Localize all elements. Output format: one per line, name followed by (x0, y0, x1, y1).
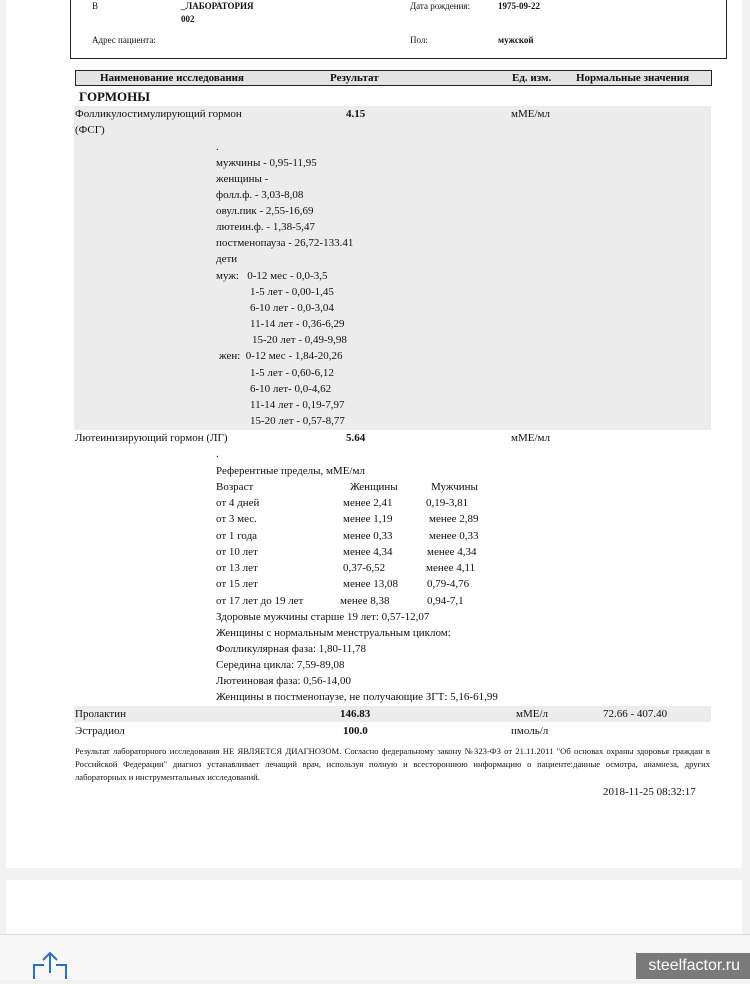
header-col1-label: В (92, 1, 99, 11)
lh-ref-age: от 17 лет до 19 лет (216, 595, 304, 607)
col-norm-header: Нормальные значения (576, 72, 690, 84)
prolactin-result: 146.83 (340, 708, 371, 720)
lh-ref-men: 0,79-4,76 (427, 578, 470, 590)
lh-ref-age: от 4 дней (216, 497, 260, 509)
fsh-row-shade (74, 106, 711, 430)
disclaimer-text: Результат лабораторного исследования НЕ ЯВЛЯЕТСЯ ДИАГНОЗОМ. Согласно федеральному закону №323-ФЗ от 21.11.2011 "Об основах охраны здоровья граждан в Российской Федерации" диагноз устанавливает лечащий врач, используя полную и всестороннюю информацию о пациенте:данные осмотра, анамнеза, других лабораторных и инструментальных исследований. (75, 746, 710, 782)
estradiol-name: Эстрадиол (75, 725, 125, 737)
fsh-ref-line: 1-5 лет - 0,60-6,12 (250, 367, 334, 379)
fsh-ref-line: 15-20 лет - 0,49-9,98 (252, 334, 347, 346)
fsh-ref-line: 1-5 лет - 0,00-1,45 (250, 286, 334, 298)
lh-ref-tail: Середина цикла: 7,59-89,08 (216, 659, 345, 671)
fsh-name-line1: Фолликулостимулирующий гормон (75, 108, 242, 120)
fsh-ref-line: овул.пик - 2,55-16,69 (216, 205, 314, 217)
address-label: Адрес пациента: (92, 35, 156, 45)
lh-ref-age: от 15 лет (216, 578, 258, 590)
dob-label: Дата рождения: (410, 1, 471, 11)
fsh-ref-line: 11-14 лет - 0,36-6,29 (250, 318, 345, 330)
col-unit-header: Ед. изм. (512, 72, 552, 84)
fsh-ref-line: женщины - (216, 173, 269, 185)
prolactin-name: Пролактин (75, 708, 126, 720)
fsh-ref-line: мужчины - 0,95-11,95 (216, 157, 317, 169)
lh-ref-title: Референтные пределы, мМЕ/мл (216, 465, 365, 477)
lh-ref-age: от 10 лет (216, 546, 258, 558)
lab-number: 002 (181, 14, 195, 24)
lh-ref-men: 0,94-7,1 (427, 595, 464, 607)
fsh-ref-line: 11-14 лет - 0,19-7,97 (250, 399, 345, 411)
results-table-header (75, 70, 712, 86)
prolactin-norm: 72.66 - 407.40 (603, 708, 668, 720)
lh-ref-women: менее 1,19 (343, 513, 393, 525)
lh-ref-women: менее 8,38 (340, 595, 390, 607)
lh-ref-women: 0,37-6,52 (343, 562, 386, 574)
fsh-ref-line: постменопауза - 26,72-133.41 (216, 237, 354, 249)
lh-ref-men: 0,19-3,81 (426, 497, 469, 509)
fsh-ref-line: муж: 0-12 мес - 0,0-3,5 (216, 270, 328, 282)
lh-ref-dot: . (216, 448, 219, 460)
lh-ref-head-men: Мужчины (431, 481, 478, 493)
fsh-ref-line: . (216, 141, 219, 153)
lh-ref-head-women: Женщины (350, 481, 398, 493)
lh-ref-tail: Женщины в постменопаузе, не получающие ЗГТ: 5,16-61,99 (216, 691, 498, 703)
fsh-ref-line: лютеин.ф. - 1,38-5,47 (216, 221, 315, 233)
lh-ref-women: менее 13,08 (343, 578, 398, 590)
lh-ref-men: менее 4,11 (426, 562, 476, 574)
lh-ref-age: от 13 лет (216, 562, 258, 574)
next-page (6, 880, 742, 934)
lh-ref-age: от 3 мес. (216, 513, 257, 525)
share-icon[interactable] (30, 951, 70, 979)
site-watermark: steelfactor.ru (636, 953, 750, 979)
lh-ref-tail: Фолликулярная фаза: 1,80-11,78 (216, 643, 367, 655)
fsh-ref-line: 15-20 лет - 0,57-8,77 (250, 415, 345, 427)
lh-ref-tail: Лютеиновая фаза: 0,56-14,00 (216, 675, 351, 687)
fsh-ref-line: фолл.ф. - 3,03-8,08 (216, 189, 304, 201)
patient-info-box (70, 0, 727, 59)
lab-name: _ЛАБОРАТОРИЯ (181, 1, 254, 11)
fsh-ref-line: 6-10 лет - 0,0-3,04 (250, 302, 334, 314)
lh-result: 5.64 (346, 432, 366, 444)
fsh-ref-line: дети (216, 253, 238, 265)
lh-ref-head-age: Возраст (216, 481, 254, 493)
prolactin-unit: мМЕ/л (516, 708, 549, 720)
fsh-ref-line: жен: 0-12 мес - 1,84-20,26 (219, 350, 343, 362)
col-name-header: Наименование исследования (100, 72, 244, 84)
lh-ref-women: менее 4,34 (343, 546, 393, 558)
lh-ref-men: менее 0,33 (429, 530, 479, 542)
lh-ref-women: менее 0,33 (343, 530, 393, 542)
fsh-unit: мМЕ/мл (511, 108, 550, 120)
lh-ref-age: от 1 года (216, 530, 258, 542)
lh-ref-women: менее 2,41 (343, 497, 393, 509)
fsh-result: 4.15 (346, 108, 366, 120)
estradiol-result: 100.0 (343, 725, 368, 737)
estradiol-unit: пмоль/л (511, 725, 549, 737)
lh-ref-tail: Здоровые мужчины старше 19 лет: 0,57-12,07 (216, 611, 430, 623)
col-result-header: Результат (330, 72, 379, 84)
sex-value: мужской (498, 35, 534, 45)
fsh-ref-line: 6-10 лет- 0,0-4,62 (250, 383, 332, 395)
lh-unit: мМЕ/мл (511, 432, 550, 444)
lh-ref-men: менее 4,34 (427, 546, 477, 558)
lh-ref-tail: Женщины с нормальным менструальным циклом: (216, 627, 451, 639)
sex-label: Пол: (410, 35, 428, 45)
lh-name: Лютеинизирующий гормон (ЛГ) (75, 432, 228, 444)
section-title: ГОРМОНЫ (79, 89, 151, 104)
lh-ref-men: менее 2,89 (429, 513, 479, 525)
report-timestamp: 2018-11-25 08:32:17 (603, 786, 696, 798)
dob-value: 1975-09-22 (498, 1, 540, 11)
fsh-name-line2: (ФСГ) (75, 124, 105, 136)
